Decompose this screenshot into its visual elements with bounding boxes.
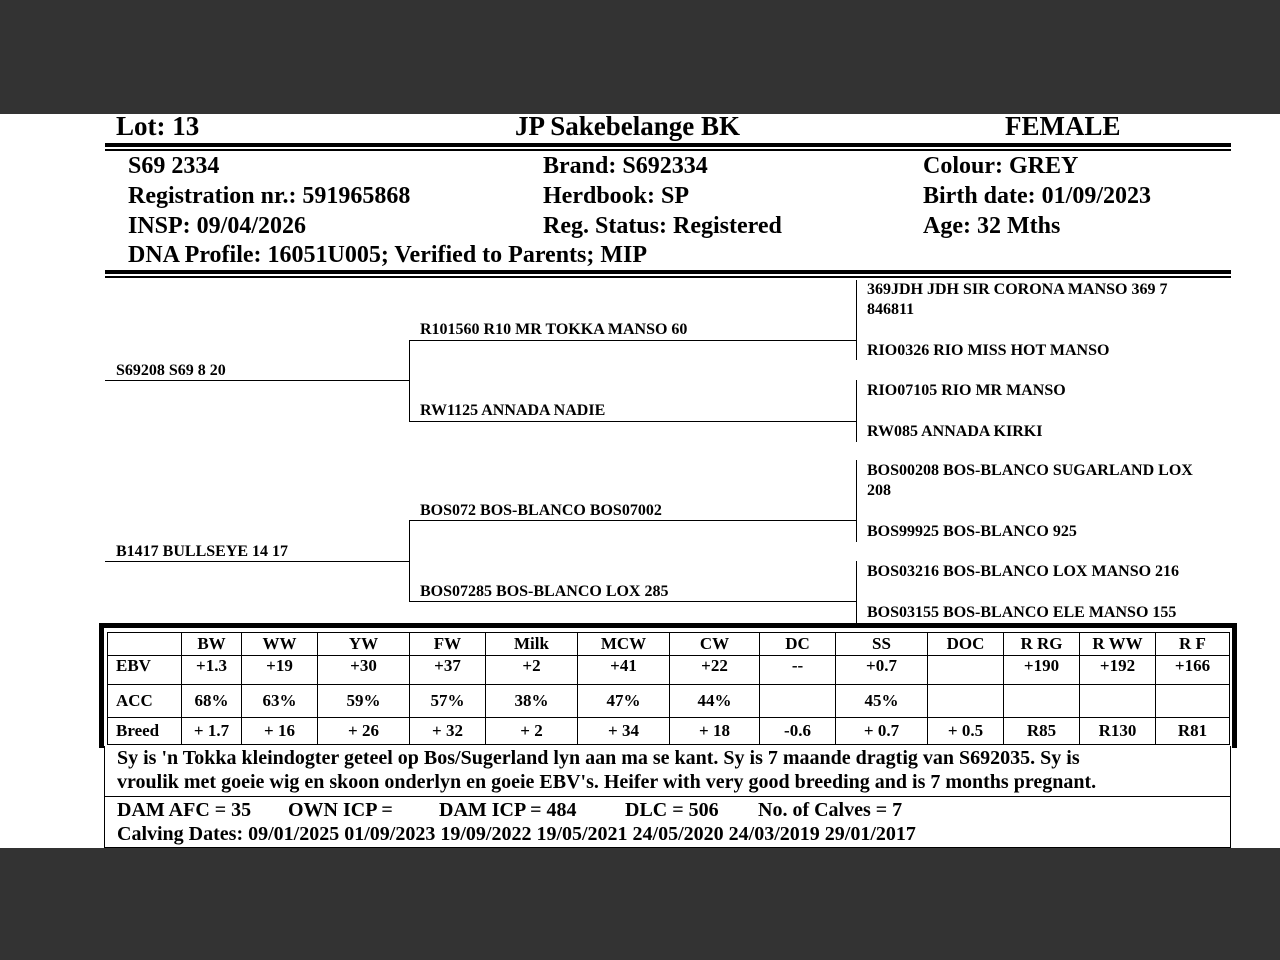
dam-sire-line (409, 520, 856, 521)
acc-cell: 44% (670, 685, 760, 718)
ebv-cell: +190 (1004, 656, 1080, 685)
ebv-header-doc: DOC (928, 633, 1004, 656)
dam-sire-label: BOS072 BOS-BLANCO BOS07002 (420, 502, 662, 519)
ebv-header-r-ww: R WW (1080, 633, 1156, 656)
ggp-8-label: BOS03155 BOS-BLANCO ELE MANSO 155 (867, 604, 1177, 621)
breed-cell: R81 (1156, 718, 1230, 745)
breed-cell: + 16 (242, 718, 318, 745)
ggp-5-label: BOS00208 BOS-BLANCO SUGARLAND LOX (867, 462, 1193, 479)
top-dark-band (0, 0, 1280, 114)
acc-cell: 38% (486, 685, 578, 718)
sire-sire-label: R101560 R10 MR TOKKA MANSO 60 (420, 321, 688, 338)
breed-cell: R85 (1004, 718, 1080, 745)
ggp-bracket-2 (856, 380, 857, 442)
acc-cell (928, 685, 1004, 718)
sire-line (105, 380, 409, 381)
ggp-bracket-3 (856, 460, 857, 542)
dam-dam-label: BOS07285 BOS-BLANCO LOX 285 (420, 583, 669, 600)
ebv-header-corner (108, 633, 182, 656)
animal-id: S69 2334 (128, 153, 220, 179)
registration-nr: Registration nr.: 591965868 (128, 183, 411, 209)
ggp-2-label: RIO0326 RIO MISS HOT MANSO (867, 342, 1110, 359)
lot-card (0, 114, 1280, 848)
comments-box (104, 746, 1231, 797)
acc-cell: 59% (318, 685, 410, 718)
acc-cell: 57% (410, 685, 486, 718)
dam-bracket (409, 520, 410, 602)
colour: Colour: GREY (923, 153, 1079, 179)
acc-row-label: ACC (108, 685, 182, 718)
acc-cell (1080, 685, 1156, 718)
ebv-row-label: EBV (108, 656, 182, 685)
acc-cell (1156, 685, 1230, 718)
header-rule-thin (105, 149, 1231, 151)
ggp-1-label: 369JDH JDH SIR CORONA MANSO 369 7 (867, 281, 1168, 298)
dna-profile: DNA Profile: 16051U005; Verified to Parents; MIP (128, 242, 648, 268)
header-rule-thick (105, 143, 1231, 147)
acc-cell (760, 685, 836, 718)
number-of-calves: No. of Calves = 7 (758, 799, 903, 821)
brand: Brand: S692334 (543, 153, 708, 179)
ggp-3-label: RIO07105 RIO MR MANSO (867, 382, 1066, 399)
comment-line-2: vroulik met goeie wig en skoon onderlyn en goeie EBV's. Heifer with very good breeding and is 7 months pregnant. (117, 771, 1097, 793)
age: Age: 32 Mths (923, 213, 1061, 239)
acc-cell: 45% (836, 685, 928, 718)
sire-dam-line (409, 421, 856, 422)
ggp-5-label-cont: 208 (867, 482, 891, 499)
dlc: DLC = 506 (625, 799, 719, 821)
reg-status: Reg. Status: Registered (543, 213, 782, 239)
sire-label: S69208 S69 8 20 (116, 362, 226, 379)
sex-label: FEMALE (1005, 114, 1121, 141)
ebv-row (108, 656, 1230, 685)
ebv-table (107, 632, 1230, 745)
ebv-header-mcw: MCW (578, 633, 670, 656)
acc-cell: 68% (182, 685, 242, 718)
breed-cell: + 26 (318, 718, 410, 745)
ebv-header-row (108, 633, 1230, 656)
ebv-header-r-rg: R RG (1004, 633, 1080, 656)
own-icp: OWN ICP = (288, 799, 393, 821)
ebv-cell: +1.3 (182, 656, 242, 685)
acc-row (108, 685, 1230, 718)
ebv-cell: +19 (242, 656, 318, 685)
bottom-dark-band (0, 848, 1280, 960)
ebv-cell: -- (760, 656, 836, 685)
breed-cell: + 0.5 (928, 718, 1004, 745)
dam-dam-line (409, 601, 856, 602)
ebv-cell: +2 (486, 656, 578, 685)
ebv-cell: +30 (318, 656, 410, 685)
breed-cell: + 18 (670, 718, 760, 745)
calving-dates: Calving Dates: 09/01/2025 01/09/2023 19/09/2022 19/05/2021 24/05/2020 24/03/2019 29/01/2017 (117, 823, 916, 845)
breed-cell: + 32 (410, 718, 486, 745)
comment-line-1: Sy is 'n Tokka kleindogter geteel op Bos/Sugerland lyn aan ma se kant. Sy is 7 maande dragtig van S692035. Sy is (117, 747, 1080, 769)
seller-name: JP Sakebelange BK (515, 114, 741, 141)
acc-cell: 47% (578, 685, 670, 718)
sire-bracket (409, 340, 410, 422)
ggp-7-label: BOS03216 BOS-BLANCO LOX MANSO 216 (867, 563, 1180, 580)
ebv-header-bw: BW (182, 633, 242, 656)
breed-cell: + 34 (578, 718, 670, 745)
sire-dam-label: RW1125 ANNADA NADIE (420, 402, 606, 419)
ggp-6-label: BOS99925 BOS-BLANCO 925 (867, 523, 1077, 540)
ebv-header-yw: YW (318, 633, 410, 656)
acc-cell (1004, 685, 1080, 718)
ebv-frame-right (1232, 623, 1237, 748)
ebv-header-r-f: R F (1156, 633, 1230, 656)
breed-row (108, 718, 1230, 745)
stats-box (104, 797, 1231, 848)
ebv-header-cw: CW (670, 633, 760, 656)
ebv-header-milk: Milk (486, 633, 578, 656)
breed-cell: R130 (1080, 718, 1156, 745)
ebv-header-fw: FW (410, 633, 486, 656)
ebv-cell: +0.7 (836, 656, 928, 685)
info-rule-thin (105, 276, 1231, 278)
breed-cell: -0.6 (760, 718, 836, 745)
ebv-frame-top (99, 623, 1237, 628)
lot-number: Lot: 13 (116, 114, 200, 141)
ebv-header-dc: DC (760, 633, 836, 656)
ebv-frame-left (99, 623, 104, 748)
ggp-1-label-cont: 846811 (867, 301, 915, 318)
breed-cell: + 0.7 (836, 718, 928, 745)
ebv-cell (928, 656, 1004, 685)
dam-label: B1417 BULLSEYE 14 17 (116, 543, 289, 560)
breed-cell: + 1.7 (182, 718, 242, 745)
sire-sire-line (409, 340, 856, 341)
dam-line (105, 561, 409, 562)
ggp-4-label: RW085 ANNADA KIRKI (867, 423, 1043, 440)
ggp-bracket-1 (856, 280, 857, 360)
ebv-header-ww: WW (242, 633, 318, 656)
ebv-cell: +22 (670, 656, 760, 685)
birth-date: Birth date: 01/09/2023 (923, 183, 1151, 209)
dam-icp: DAM ICP = 484 (439, 799, 577, 821)
ebv-cell: +41 (578, 656, 670, 685)
breed-cell: + 2 (486, 718, 578, 745)
acc-cell: 63% (242, 685, 318, 718)
herdbook: Herdbook: SP (543, 183, 690, 209)
ebv-cell: +192 (1080, 656, 1156, 685)
ggp-bracket-4 (856, 561, 857, 625)
ebv-cell: +166 (1156, 656, 1230, 685)
ebv-cell: +37 (410, 656, 486, 685)
ebv-header-ss: SS (836, 633, 928, 656)
info-rule-thick (105, 270, 1231, 274)
breed-row-label: Breed (108, 718, 182, 745)
inspection-date: INSP: 09/04/2026 (128, 213, 307, 239)
dam-afc: DAM AFC = 35 (117, 799, 252, 821)
